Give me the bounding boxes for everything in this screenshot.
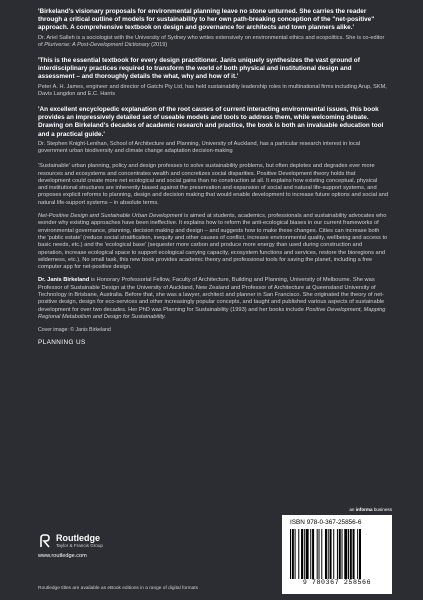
quote-2-attribution: Peter A. H. James, engineer and director of Gatchi Pty Ltd, has held sustainability leadership roles in multinational firms including Arup, SKM, Davis Langdon and E.C. Harris xyxy=(38,83,387,97)
subject-category: PLANNING US xyxy=(38,339,86,347)
barcode xyxy=(290,529,386,579)
informa-badge: an informa business xyxy=(349,507,392,512)
quote-3 xyxy=(38,106,388,155)
ebook-footnote: Routledge titles are available as eBook editions in a range of digital formats xyxy=(38,586,198,591)
publisher-website[interactable]: www.routledge.com xyxy=(38,553,87,559)
publisher-name: Routledge xyxy=(56,533,100,543)
quote-1-attribution: Dr. Ariel Salleh is a sociologist with the University of Sydney who writes extensively on environmental ethics and ecopolitics. She is co-editor of Pluriverse: A Post-Development Dictionary (2019) xyxy=(38,34,385,48)
quote-3-text: 'An excellent encyclopedic explanation of the root causes of current interacting environmental issues, this book provides an impressively detailed set of useable models and tools to address them, while welcoming debate. Drawing on Birkeland's decades of academic research and practice, the book is both an invaluable education tool and a practical guide.' xyxy=(38,106,384,138)
publisher-logo xyxy=(38,534,158,548)
barcode-panel xyxy=(282,515,392,594)
routledge-logo-icon xyxy=(38,534,52,548)
cover-credit: Cover image: © Janis Birkeland xyxy=(38,327,111,334)
description-paragraph-2: Net-Positive Design and Sustainable Urban Development is aimed at students, academics, professionals and sustainability advocates who wonder why existing approaches have been ineffective. It explains how to reform the anti-ecological biases in our current frameworks of environmental governance, planning, decision making and design – and suggests how to make these changes. Cities can increase both the 'public estate' (reduce social stratification, inequity and other causes of conflict, increase environmental quality, wellbeing and access to basic needs, etc.) and the 'ecological base' (sequester more carbon and produce more energy than used during construction and operation, increase ecological space to support ecological carrying capacity, ecosystem functions and services, restore the bioregions and wilderness, etc.). No small task, this new book provides academic theory and professional tools for saving the planet, including a free computer app for net-positive design. xyxy=(38,213,388,271)
description-paragraph-1: 'Sustainable' urban planning, policy and design professes to solve sustainability problems, but often depletes and degrades ever more resources and ecosystems and concentrates wealth and concretizes social disparities. Positive Development theory holds that development could create more net ecological and social gains than no construction at all. It explains how existing conceptual, physical and institutional structures are inherently biased against the preservation and expansion of social and natural life-support systems, and proposes explicit reforms to planning, design and decision making that would enable development to increase future options and social and natural life-support systems – in absolute terms. xyxy=(38,163,388,206)
quote-2-text: 'This is the essential textbook for every design practitioner. Janis uniquely synthesizes the vast ground of interdisciplinary practices required to transform the world of both physical and institutional design and assessment – and thoroughly details the what, why and how of it.' xyxy=(38,57,360,81)
publisher-block xyxy=(38,534,158,559)
barcode-number: 9 780367 258566 xyxy=(302,579,372,586)
quote-1 xyxy=(38,8,388,49)
publisher-subtitle: Taylor & Francis Group xyxy=(56,543,103,548)
isbn-text: ISBN 978-0-367-25856-6 xyxy=(290,519,362,526)
author-bio: Dr. Janis Birkeland is Honorary Professorial Fellow, Faculty of Architecture, Building and Planning, University of Melbourne. She was Professor of Sustainable Design at the University of Auckland, New Zealand and Professor of Architecture at Queensland University of Technology in Brisbane, Australia. Before that, she was a lawyer, architect and planner in San Francisco. She originated the theory of net-positive design, design for eco-services and other increasingly popular concepts, and taught and published various aspects of sustainable development for over two decades. Her PhD was Planning for Sustainability (1993) and her books include Positive Development, Mapping Regional Metabolism and Design for Sustainability. xyxy=(38,277,386,320)
quote-1-text: 'Birkeland's visionary proposals for environmental planning leave no stone unturned. She carries the reader through a critical outline of models for sustainability to her own path-breaking conception of the "net-positive" approach. A comprehensive textbook on design and governance for architects and town planners alike.' xyxy=(38,8,375,32)
back-cover-text xyxy=(38,8,388,346)
quote-2 xyxy=(38,57,388,98)
quote-3-attribution: Dr. Stephen Knight-Lenihan, School of Architecture and Planning, University of Auckland, has a particular research interest in local government urban biodiversity and climate change adaptation decision-making xyxy=(38,140,361,155)
